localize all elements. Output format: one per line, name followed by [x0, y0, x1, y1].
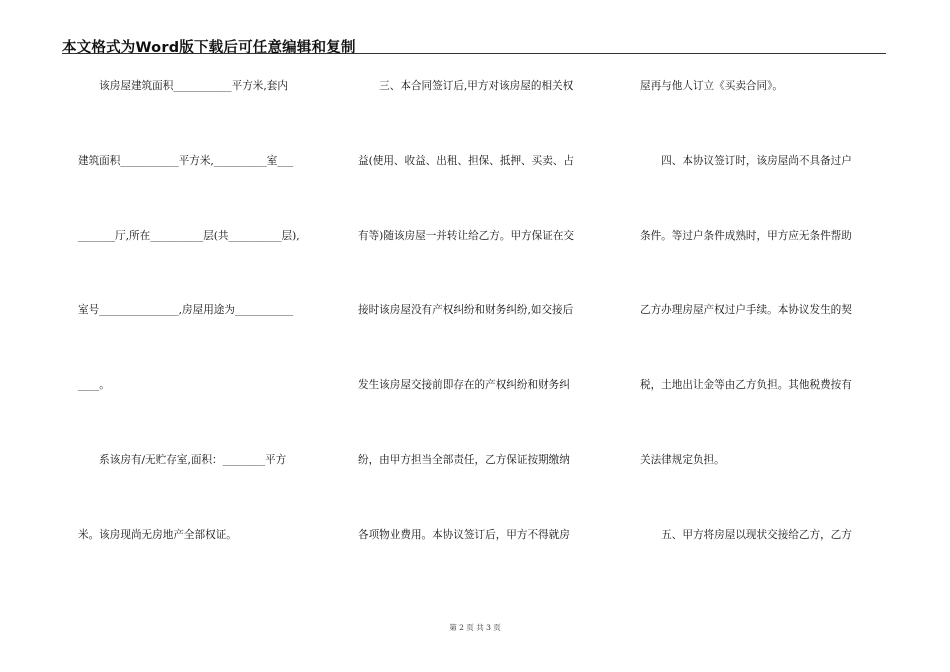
column-1-line-6: 系该房有/无贮存室,面积：________平方 — [78, 454, 287, 466]
column-1-line-3: _______厅,所在__________层(共__________层), — [78, 230, 300, 242]
column-2-line-1: 三、本合同签订后,甲方对该房屋的相关权 — [358, 80, 574, 92]
column-3-line-7: 五、甲方将房屋以现状交接给乙方，乙方 — [640, 529, 852, 541]
column-2-line-7: 各项物业费用。本协议签订后，甲方不得就房 — [358, 529, 570, 541]
column-3-line-1: 屋再与他人订立《买卖合同》。 — [640, 80, 784, 92]
column-1-line-4: 室号_______________,房屋用途为___________ — [78, 304, 294, 316]
column-2-line-2: 益(使用、收益、出租、担保、抵押、买卖、占 — [358, 155, 575, 167]
column-1-line-5: ____。 — [78, 379, 110, 391]
column-3-line-3: 条件。等过户条件成熟时，甲方应无条件帮助 — [640, 230, 852, 242]
column-2-line-6: 纷，由甲方担当全部责任，乙方保证按期缴纳 — [358, 454, 570, 466]
column-2-line-5: 发生该房屋交接前即存在的产权纠纷和财务纠 — [358, 379, 570, 391]
column-1-line-7: 米。该房现尚无房地产全部权证。 — [78, 529, 237, 541]
document-header-title: 本文格式为Word版下载后可任意编辑和复制 — [62, 40, 356, 56]
column-3-line-6: 关法律规定负担。 — [640, 454, 725, 466]
column-3-line-4: 乙方办理房屋产权过户手续。本协议发生的契 — [640, 304, 852, 316]
column-2-line-3: 有等)随该房屋一并转让给乙方。甲方保证在交 — [358, 230, 575, 242]
column-1-line-2: 建筑面积___________平方米,__________室___ — [78, 155, 294, 167]
column-3-line-5: 税，土地出让金等由乙方负担。其他税费按有 — [640, 379, 852, 391]
page-number-footer: 第 2 页 共 3 页 — [449, 623, 501, 632]
column-1-line-1: 该房屋建筑面积___________平方米,套内 — [78, 80, 288, 92]
column-2-line-4: 接时该房屋没有产权纠纷和财务纠纷,如交接后 — [358, 304, 574, 316]
column-3-line-2: 四、本协议签订时，该房屋尚不具备过户 — [640, 155, 852, 167]
header-divider — [62, 53, 886, 54]
